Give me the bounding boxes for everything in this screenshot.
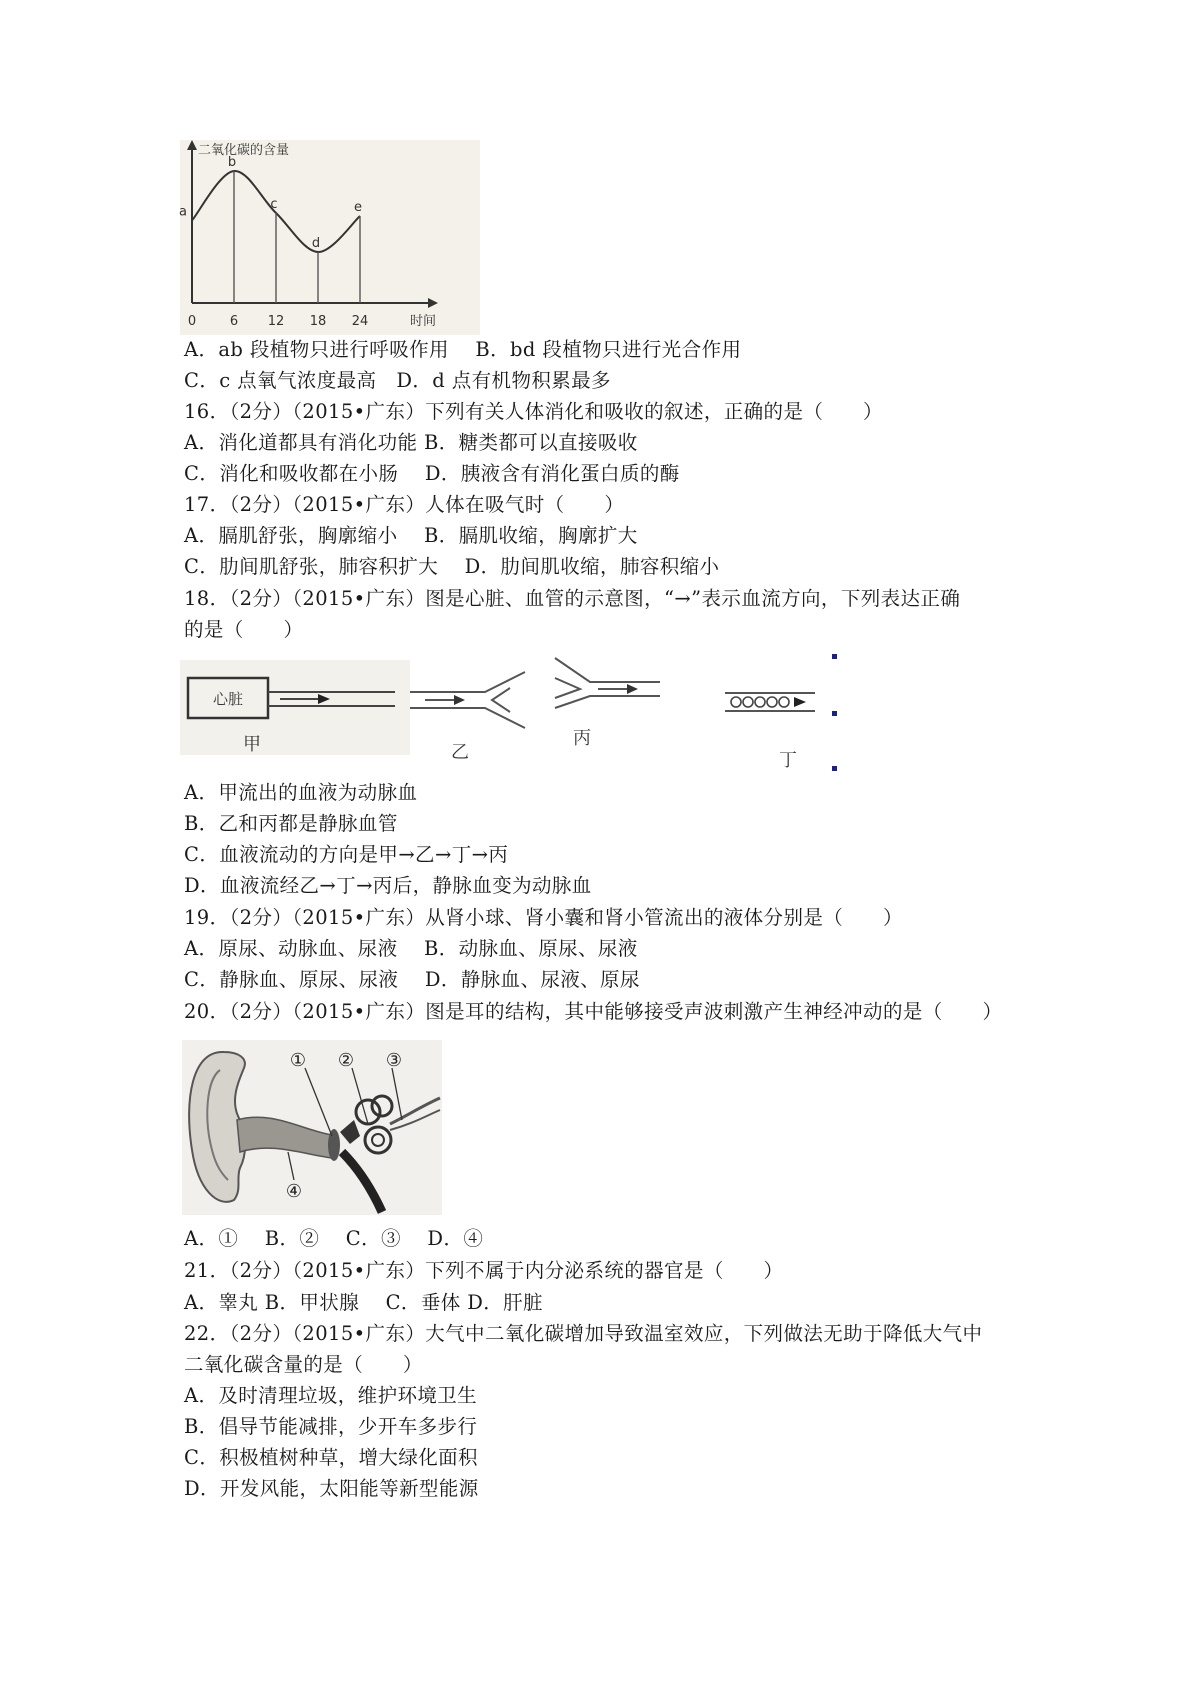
label-jia: 甲 — [243, 734, 261, 755]
q19-option-line-2: C．静脉血、原尿、尿液 D．静脉血、尿液、原尿 — [184, 968, 640, 991]
point-label-b: b — [227, 155, 237, 170]
q21-stem: 21．（2分）（2015•广东）下列不属于内分泌系统的器官是（ ） — [184, 1259, 784, 1282]
label-bing: 丙 — [573, 728, 591, 749]
ear-structure-figure — [182, 1040, 442, 1215]
q22-option-a: A．及时清理垃圾，维护环境卫生 — [184, 1384, 478, 1407]
x-tick-label: 6 — [229, 314, 239, 329]
q16-option-line-2: C．消化和吸收都在小肠 D．胰液含有消化蛋白质的酶 — [184, 462, 680, 485]
marker-4: ④ — [285, 1181, 303, 1202]
x-tick-label: 0 — [187, 314, 197, 329]
vessel-yi — [410, 672, 525, 763]
x-tick-label: 12 — [267, 314, 285, 329]
q18-option-a: A．甲流出的血液为动脉血 — [184, 781, 418, 804]
y-axis-label: 二氧化碳的含量 — [198, 143, 290, 158]
q17-option-line-1: A．膈肌舒张，胸廓缩小 B．膈肌收缩，胸廓扩大 — [184, 524, 638, 547]
x-axis-label: 时间 — [410, 314, 437, 329]
q21-options: A．睾丸 B．甲状腺 C．垂体 D．肝脏 — [184, 1291, 543, 1314]
point-label-d: d — [311, 236, 321, 251]
q16-stem: 16．（2分）（2015•广东）下列有关人体消化和吸收的叙述，正确的是（ ） — [184, 400, 883, 423]
q17-option-line-2: C．肋间肌舒张，肺容积扩大 D．肋间肌收缩，肺容积缩小 — [184, 555, 720, 578]
marker-3: ③ — [385, 1050, 403, 1071]
q18-stem-line-2: 的是（ ） — [184, 618, 304, 641]
label-ding: 丁 — [779, 750, 797, 771]
arrow-icon — [454, 695, 465, 705]
q18-option-b: B．乙和丙都是静脉血管 — [184, 812, 398, 835]
arrow-icon — [627, 684, 638, 694]
q18-stem-line-1: 18．（2分）（2015•广东）图是心脏、血管的示意图，“→”表示血流方向，下列表达正确 — [184, 587, 961, 610]
heart-label: 心脏 — [212, 690, 244, 708]
q19-stem: 19．（2分）（2015•广东）从肾小球、肾小囊和肾小管流出的液体分别是（ ） — [184, 906, 903, 929]
label-yi: 乙 — [451, 742, 469, 763]
point-label-e: e — [354, 200, 362, 215]
q18-option-c: C．血液流动的方向是甲→乙→丁→丙 — [184, 843, 509, 866]
q20-stem: 20．（2分）（2015•广东）图是耳的结构，其中能够接受声波刺激产生神经冲动的是（ ） — [184, 1000, 1003, 1023]
q18-option-d: D．血液流经乙→丁→丙后，静脉血变为动脉血 — [184, 874, 592, 897]
marker-2: ② — [337, 1050, 355, 1071]
q17-stem: 17．（2分）（2015•广东）人体在吸气时（ ） — [184, 493, 625, 516]
marker-1: ① — [289, 1050, 307, 1071]
point-label-c: c — [270, 197, 278, 212]
q22-option-c: C．积极植树种草，增大绿化面积 — [184, 1446, 478, 1469]
vessel-bing — [555, 658, 660, 749]
q22-stem-line-1: 22．（2分）（2015•广东）大气中二氧化碳增加导致温室效应，下列做法无助于降低大气中 — [184, 1322, 983, 1345]
vessel-ding — [725, 693, 815, 771]
q16-option-line-1: A．消化道都具有消化功能 B．糖类都可以直接吸收 — [184, 431, 638, 454]
q19-option-line-1: A．原尿、动脉血、尿液 B．动脉血、原尿、尿液 — [184, 937, 638, 960]
q15-option-line-1: A．ab 段植物只进行呼吸作用 B．bd 段植物只进行光合作用 — [184, 338, 742, 361]
q20-options: A．① B．② C．③ D．④ — [184, 1227, 484, 1250]
q22-stem-line-2: 二氧化碳含量的是（ ） — [184, 1353, 423, 1376]
x-tick-label: 24 — [351, 314, 369, 329]
q22-option-d: D．开发风能，太阳能等新型能源 — [184, 1477, 479, 1500]
co2-content-chart — [180, 140, 480, 335]
q15-option-line-2: C．c 点氧气浓度最高 D．d 点有机物积累最多 — [184, 369, 611, 392]
q22-option-b: B．倡导节能减排，少开车多步行 — [184, 1415, 478, 1438]
heart-vessel-diagram — [180, 650, 860, 775]
eardrum — [328, 1129, 340, 1161]
point-label-a: a — [179, 204, 187, 220]
x-tick-label: 18 — [309, 314, 327, 329]
arrow-icon — [794, 697, 806, 707]
